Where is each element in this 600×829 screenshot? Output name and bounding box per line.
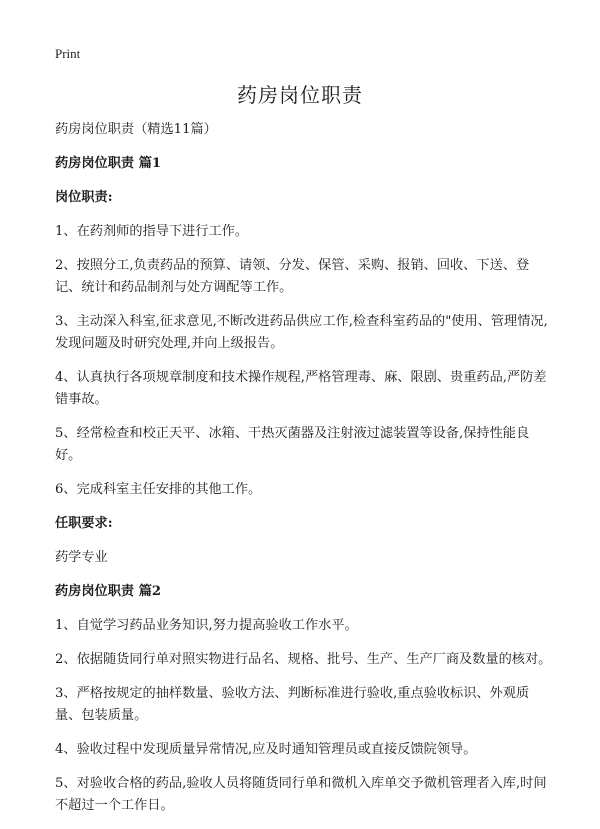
section-2-heading: 药房岗位职责 篇2 [55,584,162,599]
acceptance-item-2: 2、依据随货同行单对照实物进行品名、规格、批号、生产、生产厂商及数量的核对。 [55,652,552,667]
print-link[interactable]: Print [55,46,81,61]
section-1-heading: 药房岗位职责 篇1 [55,156,162,171]
duty-item-4: 4、认真执行各项规章制度和技术操作规程,严格管理毒、麻、限剧、贵重药品,严防差错事故。 [55,370,547,407]
duties-heading: 岗位职责: [55,190,113,205]
document-subtitle: 药房岗位职责（精选11篇） [55,122,217,137]
acceptance-item-5: 5、对验收合格的药品,验收人员将随货同行单和微机入库单交予微机管理者入库,时间不超过一个工作日。 [55,776,547,813]
requirements-heading: 任职要求: [55,516,113,531]
acceptance-item-1: 1、自觉学习药品业务知识,努力提高验收工作水平。 [55,618,358,633]
document-body [55,119,555,829]
duty-item-2: 2、按照分工,负责药品的预算、请领、分发、保管、采购、报销、回收、下送、登记、统计和药品制剂与处方调配等工作。 [55,258,530,295]
duty-item-6: 6、完成科室主任安排的其他工作。 [55,482,262,497]
document-title: 药房岗位职责 [237,83,363,107]
acceptance-item-3: 3、严格按规定的抽样数量、验收方法、判断标准进行验收,重点验收标识、外观质量、包装质量。 [55,686,530,723]
duty-item-5: 5、经常检查和校正天平、冰箱、干热灭菌器及注射液过滤装置等设备,保持性能良好。 [55,426,530,463]
duty-item-1: 1、在药剂师的指导下进行工作。 [55,224,249,239]
duty-item-3: 3、主动深入科室,征求意见,不断改进药品供应工作,检查科室药品的"使用、管理情况,发现问题及时研究处理,并向上级报告。 [55,314,548,351]
requirements-text: 药学专业 [55,550,108,565]
acceptance-item-4: 4、验收过程中发现质量异常情况,应及时通知管理员或直接反馈院领导。 [55,742,477,757]
